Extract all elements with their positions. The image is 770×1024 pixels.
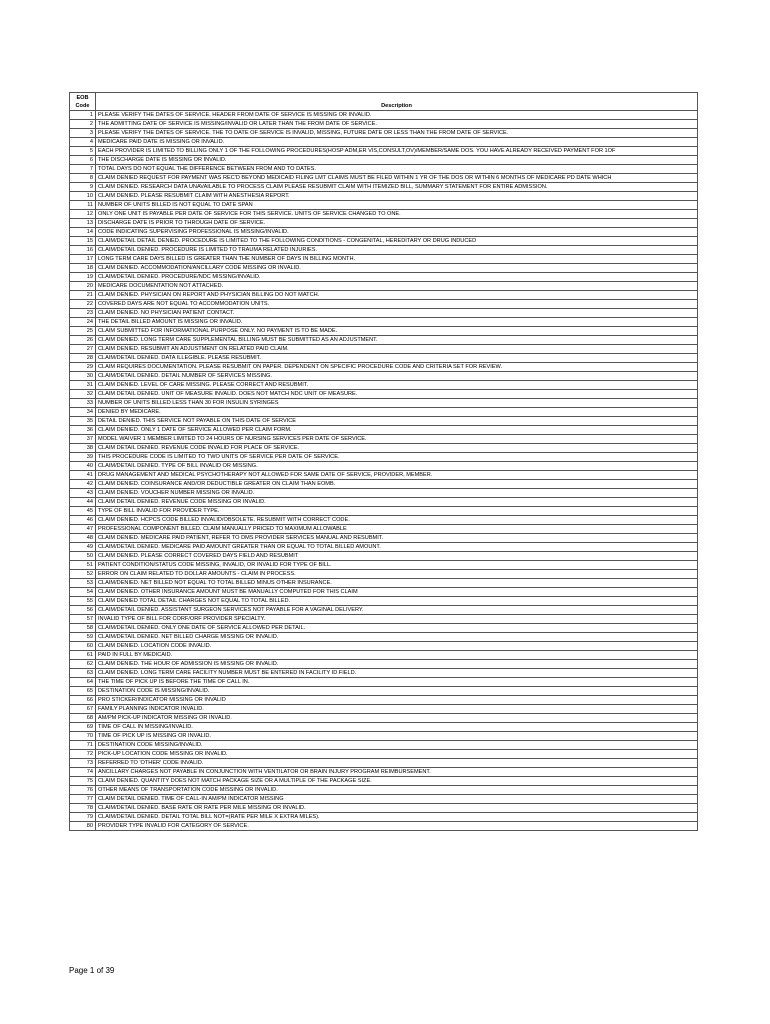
table-row (70, 498, 698, 507)
description-cell: CLAIM DENIED TOTAL DETAIL CHARGES NOT EQUAL TO TOTAL BILLED. (96, 597, 698, 606)
eob-code-cell: 41 (70, 471, 96, 480)
table-row (70, 417, 698, 426)
table-row (70, 435, 698, 444)
description-cell: DETAIL DENIED. THIS SERVICE NOT PAYABLE ON THIS DATE OF SERVICE (96, 417, 698, 426)
description-cell: CLAIM/DETAIL DENIED. NET BILLED CHARGE MISSING OR INVALID. (96, 633, 698, 642)
table-row (70, 390, 698, 399)
page-number: Page 1 of 39 (69, 966, 115, 975)
description-cell: EACH PROVIDER IS LIMITED TO BILLING ONLY 1 OF THE FOLLOWING PROCEDURES(HOSP ADM,ER VIS,CONSULT,OV)/MEMBER/SAME DOS. YOU HAVE ALREADY RECEIVED PAYMENT FOR 1OF (96, 147, 698, 156)
table-row (70, 300, 698, 309)
table-row (70, 714, 698, 723)
description-cell: PAID IN FULL BY MEDICAID. (96, 651, 698, 660)
eob-code-cell: 7 (70, 165, 96, 174)
eob-code-cell: 9 (70, 183, 96, 192)
table-row (70, 669, 698, 678)
eob-code-cell: 48 (70, 534, 96, 543)
description-cell: INVALID TYPE OF BILL FOR CORF/ORF PROVIDER SPECIALTY. (96, 615, 698, 624)
description-cell: THIS PROCEDURE CODE IS LIMITED TO TWO UNITS OF SERVICE PER DATE OF SERVICE. (96, 453, 698, 462)
eob-code-cell: 34 (70, 408, 96, 417)
eob-code-cell: 35 (70, 417, 96, 426)
table-row (70, 453, 698, 462)
description-cell: ONLY ONE UNIT IS PAYABLE PER DATE OF SERVICE FOR THIS SERVICE. UNITS OF SERVICE CHANGED TO ONE. (96, 210, 698, 219)
description-cell: CLAIM DENIED. RESEARCH DATA UNAVAILABLE TO PROCESS CLAIM PLEASE RESUBMIT CLAIM WITH ITEMIZED BILL, SUMMARY STATEMENT FOR ENTIRE ADMISSION. (96, 183, 698, 192)
description-cell: CLAIM/DETAIL DENIED. ONLY ONE DATE OF SERVICE ALLOWED PER DETAIL. (96, 624, 698, 633)
eob-code-cell: 55 (70, 597, 96, 606)
table-row (70, 480, 698, 489)
eob-code-cell: 31 (70, 381, 96, 390)
column-header-code: EOB Code (70, 93, 96, 111)
table-row (70, 822, 698, 831)
eob-code-cell: 71 (70, 741, 96, 750)
eob-table-container (69, 92, 698, 831)
description-cell: THE TIME OF PICK UP IS BEFORE THE TIME OF CALL IN. (96, 678, 698, 687)
description-cell: COVERED DAYS ARE NOT EQUAL TO ACCOMMODATION UNITS. (96, 300, 698, 309)
table-row (70, 633, 698, 642)
table-row (70, 372, 698, 381)
table-row (70, 201, 698, 210)
table-row (70, 192, 698, 201)
table-header-row (70, 93, 698, 111)
table-row (70, 687, 698, 696)
description-cell: CLAIM REQUIRES DOCUMENTATION. PLEASE RESUBMIT ON PAPER. DEPENDENT ON SPECIFIC PROCEDURE CODE AND CRITERIA SET FOR REVIEW. (96, 363, 698, 372)
eob-code-cell: 72 (70, 750, 96, 759)
description-cell: PICK-UP LOCATION CODE MISSING OR INVALID. (96, 750, 698, 759)
description-cell: THE DISCHARGE DATE IS MISSING OR INVALID. (96, 156, 698, 165)
table-row (70, 606, 698, 615)
eob-code-cell: 1 (70, 111, 96, 120)
table-row (70, 282, 698, 291)
eob-code-cell: 15 (70, 237, 96, 246)
description-cell: CLAIM DENIED. MEDICARE PAID PATIENT, REFER TO DMS PROVIDER SERVICES MANUAL AND RESUBMIT. (96, 534, 698, 543)
eob-code-cell: 47 (70, 525, 96, 534)
description-cell: PATIENT CONDITION/STATUS CODE MISSING, INVALID, OR INVALID FOR TYPE OF BILL. (96, 561, 698, 570)
table-row (70, 120, 698, 129)
eob-code-cell: 39 (70, 453, 96, 462)
table-row (70, 813, 698, 822)
description-cell: THE DETAIL BILLED AMOUNT IS MISSING OR INVALID. (96, 318, 698, 327)
eob-code-cell: 44 (70, 498, 96, 507)
table-row (70, 552, 698, 561)
description-cell: TIME OF PICK UP IS MISSING OR INVALID. (96, 732, 698, 741)
table-row (70, 219, 698, 228)
description-cell: TOTAL DAYS DO NOT EQUAL THE DIFFERENCE BETWEEN FROM AND TO DATES. (96, 165, 698, 174)
description-cell: CLAIM DENIED. LOCATION CODE INVALID. (96, 642, 698, 651)
description-cell: CLAIM DETAIL DENIED. REVENUE CODE MISSING OR INVALID. (96, 498, 698, 507)
eob-code-cell: 23 (70, 309, 96, 318)
eob-code-cell: 25 (70, 327, 96, 336)
eob-code-cell: 4 (70, 138, 96, 147)
table-row (70, 777, 698, 786)
eob-code-cell: 61 (70, 651, 96, 660)
table-row (70, 444, 698, 453)
table-row (70, 768, 698, 777)
column-header-description: Description (96, 93, 698, 111)
table-row (70, 642, 698, 651)
eob-code-cell: 29 (70, 363, 96, 372)
description-cell: CLAIM DETAIL DENIED. REVENUE CODE INVALID FOR PLACE OF SERVICE. (96, 444, 698, 453)
eob-code-cell: 69 (70, 723, 96, 732)
description-cell: CLAIM DENIED. PLEASE RESUBMIT CLAIM WITH ANESTHESIA REPORT. (96, 192, 698, 201)
description-cell: MEDICARE PAID DATE IS MISSING OR INVALID. (96, 138, 698, 147)
table-row (70, 534, 698, 543)
table-row (70, 426, 698, 435)
table-row (70, 129, 698, 138)
table-row (70, 246, 698, 255)
table-row (70, 327, 698, 336)
eob-code-cell: 73 (70, 759, 96, 768)
table-row (70, 471, 698, 480)
table-row (70, 561, 698, 570)
table-row (70, 147, 698, 156)
table-row (70, 660, 698, 669)
eob-code-cell: 22 (70, 300, 96, 309)
description-cell: PLEASE VERIFY THE DATES OF SERVICE. HEADER FROM DATE OF SERVICE IS MISSING OR INVALID. (96, 111, 698, 120)
description-cell: CLAIM DENIED. ONLY 1 DATE OF SERVICE ALLOWED PER CLAIM FORM. (96, 426, 698, 435)
description-cell: PROVIDER TYPE INVALID FOR CATEGORY OF SERVICE. (96, 822, 698, 831)
eob-code-cell: 79 (70, 813, 96, 822)
eob-code-cell: 65 (70, 687, 96, 696)
eob-code-cell: 16 (70, 246, 96, 255)
eob-code-cell: 42 (70, 480, 96, 489)
description-cell: CLAIM DENIED. LONG TERM CARE FACILITY NUMBER MUST BE ENTERED IN FACILITY ID FIELD. (96, 669, 698, 678)
description-cell: CLAIM DENIED. THE HOUR OF ADMISSION IS MISSING OR INVALID. (96, 660, 698, 669)
table-row (70, 588, 698, 597)
eob-code-cell: 12 (70, 210, 96, 219)
description-cell: CLAIM DENIED. NO PHYSICIAN PATIENT CONTACT. (96, 309, 698, 318)
description-cell: REFERRED TO 'OTHER' CODE INVALID. (96, 759, 698, 768)
table-row (70, 228, 698, 237)
description-cell: CLAIM DENIED. ACCOMMODATION/ANCILLARY CODE MISSING OR INVALID. (96, 264, 698, 273)
eob-code-cell: 45 (70, 507, 96, 516)
eob-code-cell: 2 (70, 120, 96, 129)
eob-code-cell: 19 (70, 273, 96, 282)
description-cell: CLAIM/DETAIL DENIED. PROCEDURE/NDC MISSING/INVALID. (96, 273, 698, 282)
description-cell: CLAIM DENIED. LONG TERM CARE SUPPLEMENTAL BILLING MUST BE SUBMITTED AS AN ADJUSTMENT. (96, 336, 698, 345)
eob-code-cell: 32 (70, 390, 96, 399)
eob-code-cell: 54 (70, 588, 96, 597)
eob-code-cell: 28 (70, 354, 96, 363)
eob-code-cell: 33 (70, 399, 96, 408)
eob-code-cell: 13 (70, 219, 96, 228)
table-row (70, 408, 698, 417)
description-cell: CLAIM DETAIL DENIED. TIME OF CALL-IN AM/PM INDICATOR MISSING (96, 795, 698, 804)
description-cell: CLAIM DENIED. HCPCS CODE BILLED INVALID/OBSOLETE. RESUBMIT WITH CORRECT CODE. (96, 516, 698, 525)
table-row (70, 696, 698, 705)
eob-code-cell: 50 (70, 552, 96, 561)
eob-code-cell: 40 (70, 462, 96, 471)
description-cell: FAMILY PLANNING INDICATOR INVALID. (96, 705, 698, 714)
table-row (70, 183, 698, 192)
description-cell: ANCILLARY CHARGES NOT PAYABLE IN CONJUNCTION WITH VENTILATOR OR BRAIN INJURY PROGRAM REIMBURSEMENT. (96, 768, 698, 777)
table-row (70, 462, 698, 471)
eob-code-cell: 56 (70, 606, 96, 615)
table-row (70, 255, 698, 264)
eob-code-cell: 63 (70, 669, 96, 678)
description-cell: PRO STICKER/INDICATOR MISSING OR INVALID (96, 696, 698, 705)
description-cell: CLAIM/DETAIL DENIED. DATA ILLEGIBLE. PLEASE RESUBMIT. (96, 354, 698, 363)
table-row (70, 750, 698, 759)
eob-code-cell: 18 (70, 264, 96, 273)
eob-code-cell: 68 (70, 714, 96, 723)
eob-code-cell: 6 (70, 156, 96, 165)
table-row (70, 489, 698, 498)
table-row (70, 318, 698, 327)
eob-code-cell: 36 (70, 426, 96, 435)
eob-code-cell: 57 (70, 615, 96, 624)
eob-code-cell: 52 (70, 570, 96, 579)
description-cell: CLAIM/DETAIL DETAIL DENIED. PROCEDURE IS LIMITED TO THE FOLLOWING CONDITIONS - CONGENITAL, HEREDITARY OR DRUG INDUCED (96, 237, 698, 246)
description-cell: LONG TERM CARE DAYS BILLED IS GREATER THAN THE NUMBER OF DAYS IN BILLING MONTH. (96, 255, 698, 264)
table-row (70, 786, 698, 795)
table-row (70, 579, 698, 588)
description-cell: CLAIM DENIED. VOUCHER NUMBER MISSING OR INVALID. (96, 489, 698, 498)
table-row (70, 291, 698, 300)
eob-code-cell: 58 (70, 624, 96, 633)
description-cell: DESTINATION CODE MISSING/INVALID. (96, 741, 698, 750)
description-cell: CLAIM/DETAIL DENIED. DETAIL TOTAL BILL NOT=(RATE PER MILE X EXTRA MILES). (96, 813, 698, 822)
description-cell: CLAIM/DETAIL DENIED. MEDICARE PAID AMOUNT GREATER THAN OR EQUAL TO TOTAL BILLED AMOUNT. (96, 543, 698, 552)
table-row (70, 336, 698, 345)
table-row (70, 111, 698, 120)
eob-code-cell: 53 (70, 579, 96, 588)
eob-code-cell: 67 (70, 705, 96, 714)
table-row (70, 165, 698, 174)
table-row (70, 156, 698, 165)
table-row (70, 381, 698, 390)
eob-code-cell: 51 (70, 561, 96, 570)
description-cell: MEDICARE DOCUMENTATION NOT ATTACHED. (96, 282, 698, 291)
eob-code-cell: 77 (70, 795, 96, 804)
table-row (70, 741, 698, 750)
table-row (70, 174, 698, 183)
description-cell: CLAIM DENIED. COINSURANCE AND/OR DEDUCTIBLE GREATER ON CLAIM THAN EOMB. (96, 480, 698, 489)
description-cell: NUMBER OF UNITS BILLED IS NOT EQUAL TO DATE SPAN (96, 201, 698, 210)
description-cell: MODEL WAIVER 1 MEMBER LIMITED TO 24 HOURS OF NURSING SERVICES PER DATE OF SERVICE. (96, 435, 698, 444)
description-cell: DESTINATION CODE IS MISSING/INVALID. (96, 687, 698, 696)
eob-code-cell: 30 (70, 372, 96, 381)
table-row (70, 399, 698, 408)
table-row (70, 759, 698, 768)
eob-code-cell: 11 (70, 201, 96, 210)
eob-code-cell: 74 (70, 768, 96, 777)
eob-code-cell: 76 (70, 786, 96, 795)
eob-code-cell: 64 (70, 678, 96, 687)
description-cell: CLAIM/DETAIL DENIED. DETAIL NUMBER OF SERVICES MISSING. (96, 372, 698, 381)
description-cell: CLAIM DENIED. OTHER INSURANCE AMOUNT MUST BE MANUALLY COMPUTED FOR THIS CLAIM (96, 588, 698, 597)
eob-code-cell: 43 (70, 489, 96, 498)
table-row (70, 138, 698, 147)
table-row (70, 273, 698, 282)
eob-code-cell: 46 (70, 516, 96, 525)
table-row (70, 210, 698, 219)
table-row (70, 507, 698, 516)
table-row (70, 615, 698, 624)
eob-code-table (69, 92, 698, 831)
eob-code-cell: 49 (70, 543, 96, 552)
table-row (70, 525, 698, 534)
table-body (70, 111, 698, 831)
table-row (70, 624, 698, 633)
eob-code-cell: 10 (70, 192, 96, 201)
eob-code-cell: 78 (70, 804, 96, 813)
eob-code-cell: 27 (70, 345, 96, 354)
eob-code-cell: 24 (70, 318, 96, 327)
description-cell: CLAIM SUBMITTED FOR INFORMATIONAL PURPOSE ONLY. NO PAYMENT IS TO BE MADE. (96, 327, 698, 336)
table-row (70, 678, 698, 687)
eob-code-cell: 59 (70, 633, 96, 642)
table-row (70, 363, 698, 372)
description-cell: CLAIM/DENIED. NET BILLED NOT EQUAL TO TOTAL BILLED MINUS OTHER INSURANCE. (96, 579, 698, 588)
table-row (70, 732, 698, 741)
table-row (70, 264, 698, 273)
eob-code-cell: 20 (70, 282, 96, 291)
description-cell: ERROR ON CLAIM RELATED TO DOLLAR AMOUNTS - CLAIM IN PROCESS. (96, 570, 698, 579)
table-row (70, 804, 698, 813)
eob-code-cell: 62 (70, 660, 96, 669)
description-cell: CLAIM DENIED. RESUBMIT AN ADJUSTMENT ON RELATED PAID CLAIM. (96, 345, 698, 354)
table-row (70, 237, 698, 246)
eob-code-cell: 60 (70, 642, 96, 651)
eob-code-cell: 80 (70, 822, 96, 831)
description-cell: PLEASE VERIFY THE DATES OF SERVICE. THE TO DATE OF SERVICE IS INVALID, MISSING, FUTURE DATE OR LESS THAN THE FROM DATE OF SERVICE. (96, 129, 698, 138)
description-cell: DISCHARGE DATE IS PRIOR TO THROUGH DATE OF SERVICE. (96, 219, 698, 228)
description-cell: TYPE OF BILL INVALID FOR PROVIDER TYPE. (96, 507, 698, 516)
description-cell: CLAIM DENIED. QUANTITY DOES NOT MATCH PACKAGE SIZE OR A MULTIPLE OF THE PACKAGE SIZE. (96, 777, 698, 786)
eob-code-cell: 21 (70, 291, 96, 300)
description-cell: DENIED BY MEDICARE. (96, 408, 698, 417)
description-cell: DRUG MANAGEMENT AND MEDICAL PSYCHOTHERAPY NOT ALLOWED FOR SAME DATE OF SERVICE, PROVIDER, MEMBER. (96, 471, 698, 480)
eob-code-cell: 17 (70, 255, 96, 264)
description-cell: CLAIM DENIED REQUEST FOR PAYMENT WAS REC'D BEYOND MEDICAID FILING LMT CLAIMS MUST BE FILED WITHIN 1 YR OF THE DOS OR WITHIN 6 MONTHS OF MEDICARE PD DATE WHICH (96, 174, 698, 183)
description-cell: OTHER MEANS OF TRANSPORTATION CODE MISSING OR INVALID. (96, 786, 698, 795)
description-cell: NUMBER OF UNITS BILLED LESS THAN 30 FOR INSULIN SYRINGES (96, 399, 698, 408)
table-row (70, 309, 698, 318)
eob-code-cell: 8 (70, 174, 96, 183)
eob-code-cell: 37 (70, 435, 96, 444)
table-row (70, 354, 698, 363)
description-cell: PROFESSIONAL COMPONENT BILLED. CLAIM MANUALLY PRICED TO MAXIMUM ALLOWABLE (96, 525, 698, 534)
description-cell: CODE INDICATING SUPERVISING PROFESSIONAL IS MISSING/INVALID. (96, 228, 698, 237)
description-cell: AM/PM PICK-UP INDICATOR MISSING OR INVALID. (96, 714, 698, 723)
description-cell: CLAIM/DETAIL DENIED. TYPE OF BILL INVALID OR MISSING. (96, 462, 698, 471)
description-cell: CLAIM DENIED. PLEASE CORRECT COVERED DAYS FIELD AND RESUBMIT (96, 552, 698, 561)
eob-code-cell: 26 (70, 336, 96, 345)
eob-code-cell: 75 (70, 777, 96, 786)
description-cell: CLAIM/DETAIL DENIED. BASE RATE OR RATE PER MILE MISSING OR INVALID. (96, 804, 698, 813)
description-cell: CLAIM/DETAIL DENIED. PROCEDURE IS LIMITED TO TRAUMA RELATED INJURIES. (96, 246, 698, 255)
eob-code-cell: 5 (70, 147, 96, 156)
description-cell: CLAIM DENIED. PHYSICIAN ON REPORT AND PHYSICIAN BILLING DO NOT MATCH. (96, 291, 698, 300)
table-row (70, 723, 698, 732)
table-row (70, 570, 698, 579)
table-row (70, 651, 698, 660)
description-cell: CLAIM/DETAIL DENIED. ASSISTANT SURGEON SERVICES NOT PAYABLE FOR A VAGINAL DELIVERY. (96, 606, 698, 615)
description-cell: THE ADMITTING DATE OF SERVICE IS MISSING/INVALID OR LATER THAN THE FROM DATE OF SERVICE. (96, 120, 698, 129)
eob-code-cell: 14 (70, 228, 96, 237)
table-row (70, 543, 698, 552)
description-cell: TIME OF CALL IN MISSING/INVALID. (96, 723, 698, 732)
eob-code-cell: 70 (70, 732, 96, 741)
table-row (70, 597, 698, 606)
eob-code-cell: 38 (70, 444, 96, 453)
eob-code-cell: 3 (70, 129, 96, 138)
description-cell: CLAIM DENIED. LEVEL OF CARE MISSING. PLEASE CORRECT AND RESUBMIT. (96, 381, 698, 390)
eob-code-cell: 66 (70, 696, 96, 705)
table-row (70, 705, 698, 714)
table-row (70, 345, 698, 354)
table-row (70, 516, 698, 525)
description-cell: CLAIM DETAIL DENIED. UNIT OF MEASURE INVALID. DOES NOT MATCH NDC UNIT OF MEASURE. (96, 390, 698, 399)
table-row (70, 795, 698, 804)
